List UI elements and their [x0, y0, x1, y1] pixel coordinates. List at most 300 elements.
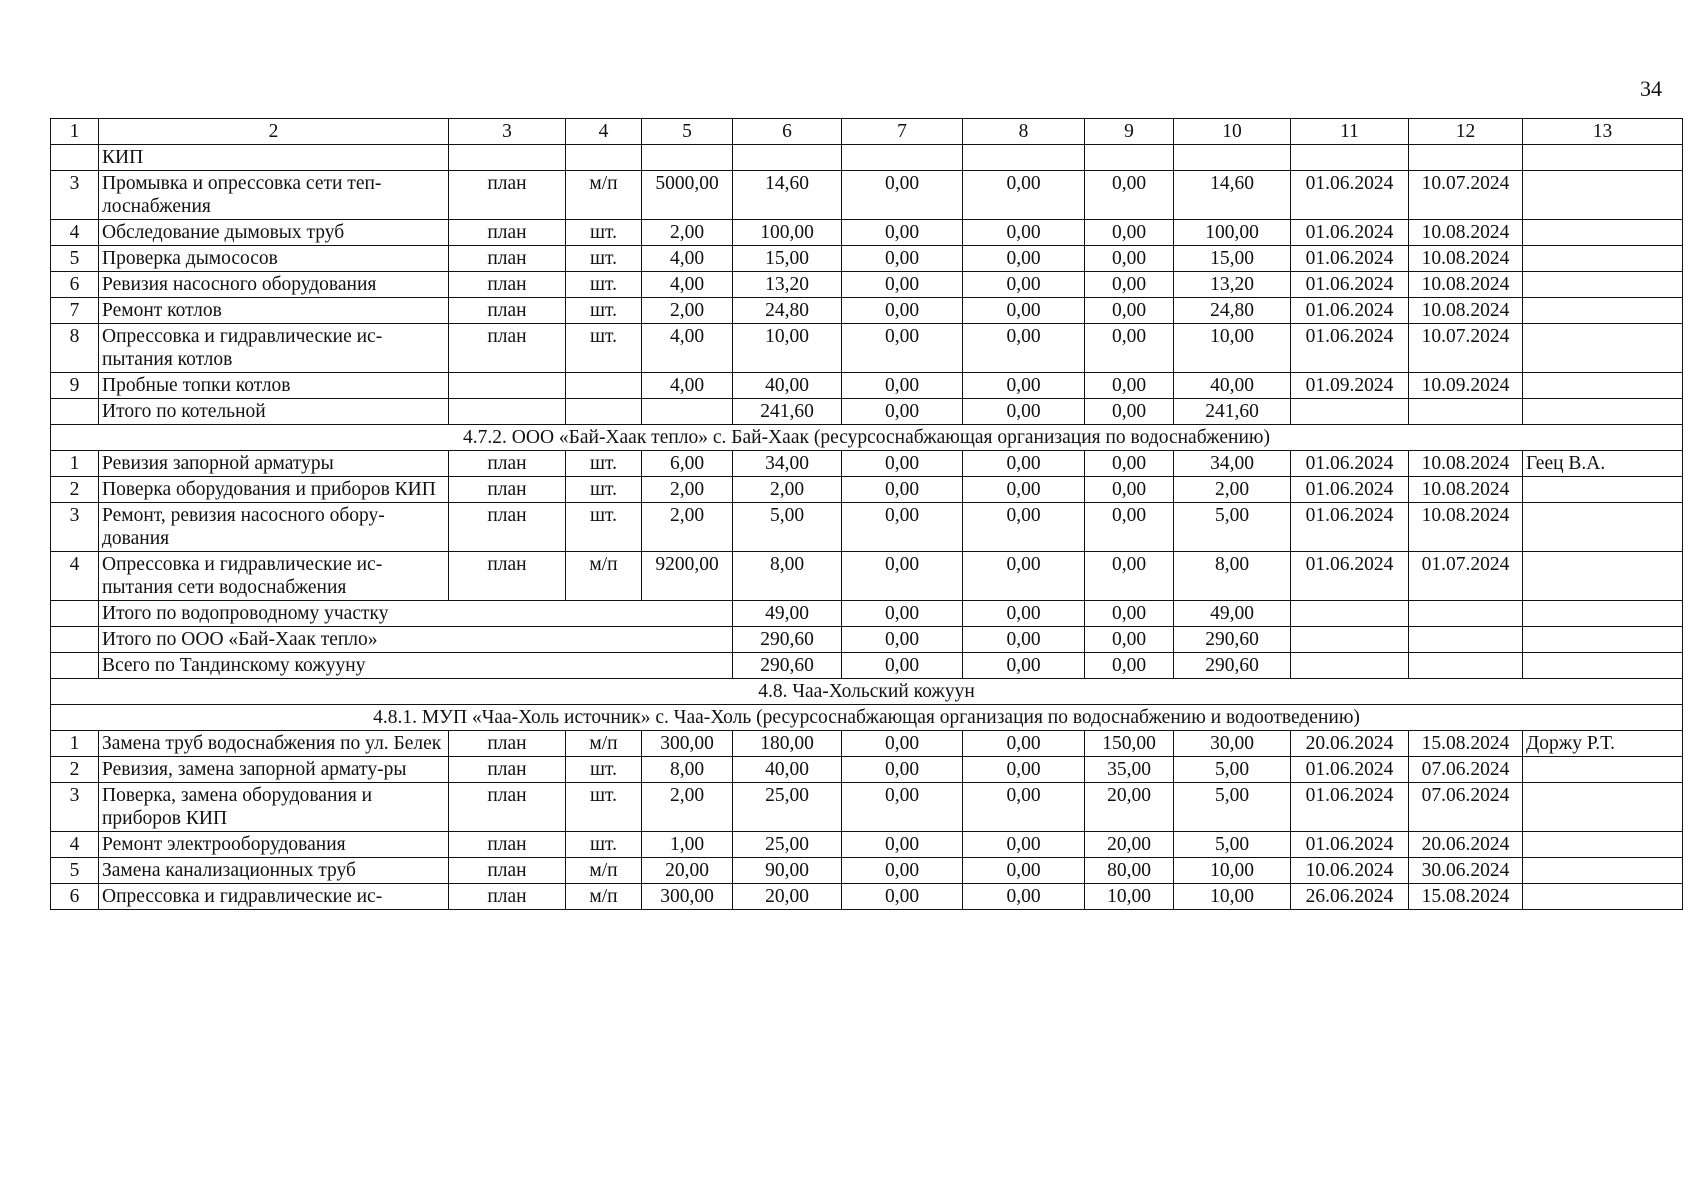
- cell-col7: 0,00: [842, 171, 963, 220]
- cell-col9: 0,00: [1085, 373, 1174, 399]
- cell-cost-total: 90,00: [733, 858, 842, 884]
- cell-end-date: 10.07.2024: [1409, 171, 1523, 220]
- cell-plan-type: план: [449, 884, 566, 910]
- cell-col9: 0,00: [1085, 298, 1174, 324]
- cell-responsible: [1523, 884, 1683, 910]
- cell-unit: м/п: [566, 552, 642, 601]
- cell-col10: 40,00: [1174, 373, 1291, 399]
- cell-num: 4: [51, 552, 99, 601]
- header-cell: 3: [449, 119, 566, 145]
- cell-cost-total: 40,00: [733, 757, 842, 783]
- table-row: [51, 552, 1683, 601]
- table-cell: [1291, 653, 1409, 679]
- cell-col7: 0,00: [842, 477, 963, 503]
- table-header-row: [51, 119, 1683, 145]
- cell-plan-type: план: [449, 757, 566, 783]
- cell-col8: 0,00: [963, 552, 1085, 601]
- cell-start-date: [1291, 399, 1409, 425]
- cell-col8: 0,00: [963, 832, 1085, 858]
- cell-end-date: [1409, 145, 1523, 171]
- table-row: [51, 477, 1683, 503]
- total-value: 290,60: [1174, 627, 1291, 653]
- cell-cost-total: 100,00: [733, 220, 842, 246]
- cell-responsible: [1523, 783, 1683, 832]
- table-row: [51, 503, 1683, 552]
- cell-responsible: [1523, 552, 1683, 601]
- cell-col8: 0,00: [963, 220, 1085, 246]
- cell-unit: шт.: [566, 757, 642, 783]
- total-row: [51, 601, 1683, 627]
- cell-responsible: Доржу Р.Т.: [1523, 731, 1683, 757]
- cell-plan-type: план: [449, 503, 566, 552]
- cell-col10: 10,00: [1174, 884, 1291, 910]
- total-value: 0,00: [963, 627, 1085, 653]
- cell-start-date: 01.06.2024: [1291, 220, 1409, 246]
- cell-num: 9: [51, 373, 99, 399]
- cell-unit: шт.: [566, 451, 642, 477]
- cell-cost-total: 2,00: [733, 477, 842, 503]
- cell-col8: 0,00: [963, 783, 1085, 832]
- cell-col7: 0,00: [842, 731, 963, 757]
- cell-col7: 0,00: [842, 552, 963, 601]
- cell-col10: 30,00: [1174, 731, 1291, 757]
- cell-work-name: Ревизия, замена запорной армату-ры: [99, 757, 449, 783]
- section-title: 4.8. Чаа-Хольский кожуун: [51, 679, 1683, 705]
- cell-num: 1: [51, 731, 99, 757]
- table-cell: [1291, 601, 1409, 627]
- cell-volume: 300,00: [642, 884, 733, 910]
- table-row: [51, 373, 1683, 399]
- cell-responsible: [1523, 324, 1683, 373]
- total-row: [51, 627, 1683, 653]
- cell-end-date: 07.06.2024: [1409, 757, 1523, 783]
- cell-start-date: 01.06.2024: [1291, 832, 1409, 858]
- cell-end-date: [1409, 399, 1523, 425]
- cell-col8: 0,00: [963, 246, 1085, 272]
- cell-end-date: 10.08.2024: [1409, 298, 1523, 324]
- cell-col7: 0,00: [842, 858, 963, 884]
- cell-start-date: 01.06.2024: [1291, 298, 1409, 324]
- cell-unit: м/п: [566, 171, 642, 220]
- cell-cost-total: [733, 145, 842, 171]
- cell-volume: 2,00: [642, 783, 733, 832]
- cell-plan-type: план: [449, 832, 566, 858]
- cell-col8: 0,00: [963, 451, 1085, 477]
- table-cell: [1291, 627, 1409, 653]
- cell-num: [51, 399, 99, 425]
- cell-col7: 0,00: [842, 373, 963, 399]
- table-row: [51, 884, 1683, 910]
- cell-work-name: Замена канализационных труб: [99, 858, 449, 884]
- cell-work-name: Поверка, замена оборудования и приборов КИП: [99, 783, 449, 832]
- cell-col9: 150,00: [1085, 731, 1174, 757]
- cell-unit: м/п: [566, 858, 642, 884]
- table-row: [51, 324, 1683, 373]
- cell-col9: 10,00: [1085, 884, 1174, 910]
- cell-start-date: 01.06.2024: [1291, 757, 1409, 783]
- cell-plan-type: план: [449, 783, 566, 832]
- table-cell: [51, 653, 99, 679]
- cell-unit: [566, 373, 642, 399]
- cell-unit: м/п: [566, 884, 642, 910]
- cell-end-date: 20.06.2024: [1409, 832, 1523, 858]
- cell-responsible: [1523, 220, 1683, 246]
- cell-responsible: [1523, 757, 1683, 783]
- cell-unit: шт.: [566, 246, 642, 272]
- table-row: [51, 731, 1683, 757]
- header-cell: 4: [566, 119, 642, 145]
- cell-plan-type: план: [449, 451, 566, 477]
- cell-unit: шт.: [566, 832, 642, 858]
- total-value: 290,60: [733, 627, 842, 653]
- cell-volume: 1,00: [642, 832, 733, 858]
- header-cell: 11: [1291, 119, 1409, 145]
- table-row: [51, 145, 1683, 171]
- cell-start-date: 01.06.2024: [1291, 272, 1409, 298]
- cell-plan-type: план: [449, 272, 566, 298]
- total-label: Всего по Тандинскому кожууну: [99, 653, 733, 679]
- cell-end-date: 10.08.2024: [1409, 477, 1523, 503]
- cell-col8: 0,00: [963, 171, 1085, 220]
- cell-col7: 0,00: [842, 220, 963, 246]
- cell-responsible: [1523, 858, 1683, 884]
- table-row: [51, 220, 1683, 246]
- cell-col9: 0,00: [1085, 399, 1174, 425]
- cell-cost-total: 5,00: [733, 503, 842, 552]
- total-label: Итого по водопроводному участку: [99, 601, 733, 627]
- table-row: [51, 783, 1683, 832]
- cell-work-name: Ревизия насосного оборудования: [99, 272, 449, 298]
- cell-col9: 20,00: [1085, 832, 1174, 858]
- total-value: 0,00: [963, 601, 1085, 627]
- cell-end-date: 10.08.2024: [1409, 451, 1523, 477]
- cell-volume: [642, 399, 733, 425]
- cell-col10: [1174, 145, 1291, 171]
- cell-num: 5: [51, 246, 99, 272]
- cell-col10: 5,00: [1174, 783, 1291, 832]
- cell-unit: м/п: [566, 731, 642, 757]
- cell-start-date: 10.06.2024: [1291, 858, 1409, 884]
- cell-start-date: 26.06.2024: [1291, 884, 1409, 910]
- cell-responsible: [1523, 832, 1683, 858]
- table-row: [51, 246, 1683, 272]
- cell-col10: 15,00: [1174, 246, 1291, 272]
- cell-num: 3: [51, 171, 99, 220]
- cell-col8: 0,00: [963, 324, 1085, 373]
- table-row: [51, 171, 1683, 220]
- cell-plan-type: план: [449, 171, 566, 220]
- cell-work-name: Замена труб водоснабжения по ул. Белек: [99, 731, 449, 757]
- cell-col8: 0,00: [963, 858, 1085, 884]
- cell-end-date: 07.06.2024: [1409, 783, 1523, 832]
- cell-unit: шт.: [566, 272, 642, 298]
- cell-plan-type: план: [449, 324, 566, 373]
- cell-cost-total: 10,00: [733, 324, 842, 373]
- total-value: 49,00: [1174, 601, 1291, 627]
- header-cell: 5: [642, 119, 733, 145]
- cell-col10: 10,00: [1174, 858, 1291, 884]
- cell-col10: 100,00: [1174, 220, 1291, 246]
- cell-num: 1: [51, 451, 99, 477]
- cell-cost-total: 34,00: [733, 451, 842, 477]
- cell-work-name: Ревизия запорной арматуры: [99, 451, 449, 477]
- cell-num: 4: [51, 832, 99, 858]
- cell-start-date: 01.06.2024: [1291, 552, 1409, 601]
- cell-responsible: [1523, 145, 1683, 171]
- cell-end-date: 15.08.2024: [1409, 884, 1523, 910]
- cell-start-date: 01.06.2024: [1291, 324, 1409, 373]
- total-value: 0,00: [1085, 653, 1174, 679]
- cell-volume: 4,00: [642, 246, 733, 272]
- cell-work-name: Опрессовка и гидравлические ис-пытания котлов: [99, 324, 449, 373]
- cell-num: [51, 145, 99, 171]
- table-cell: [1409, 653, 1523, 679]
- cell-end-date: 15.08.2024: [1409, 731, 1523, 757]
- cell-col7: 0,00: [842, 451, 963, 477]
- header-cell: 12: [1409, 119, 1523, 145]
- cell-num: 2: [51, 477, 99, 503]
- cell-volume: 8,00: [642, 757, 733, 783]
- cell-responsible: Геец В.А.: [1523, 451, 1683, 477]
- table-cell: [1409, 627, 1523, 653]
- header-cell: 13: [1523, 119, 1683, 145]
- cell-col8: 0,00: [963, 399, 1085, 425]
- total-value: 0,00: [1085, 627, 1174, 653]
- cell-work-name: Обследование дымовых труб: [99, 220, 449, 246]
- section-title: 4.8.1. МУП «Чаа-Холь источник» с. Чаа-Холь (ресурсоснабжающая организация по водоснабжению и водоотведению): [51, 705, 1683, 731]
- cell-unit: шт.: [566, 477, 642, 503]
- cell-col9: 0,00: [1085, 552, 1174, 601]
- cell-cost-total: 40,00: [733, 373, 842, 399]
- cell-start-date: 01.06.2024: [1291, 451, 1409, 477]
- total-value: 0,00: [842, 653, 963, 679]
- cell-volume: 6,00: [642, 451, 733, 477]
- cell-col9: 0,00: [1085, 503, 1174, 552]
- cell-volume: 4,00: [642, 272, 733, 298]
- section-row: [51, 679, 1683, 705]
- cell-end-date: 01.07.2024: [1409, 552, 1523, 601]
- cell-volume: 5000,00: [642, 171, 733, 220]
- cell-col10: 24,80: [1174, 298, 1291, 324]
- cell-plan-type: [449, 373, 566, 399]
- cell-cost-total: 25,00: [733, 832, 842, 858]
- cell-num: 3: [51, 783, 99, 832]
- cell-col10: 5,00: [1174, 832, 1291, 858]
- cell-end-date: 30.06.2024: [1409, 858, 1523, 884]
- cell-volume: 4,00: [642, 324, 733, 373]
- cell-cost-total: 15,00: [733, 246, 842, 272]
- cell-col7: 0,00: [842, 884, 963, 910]
- cell-responsible: [1523, 298, 1683, 324]
- table-cell: [1523, 627, 1683, 653]
- cell-end-date: 10.08.2024: [1409, 220, 1523, 246]
- cell-responsible: [1523, 503, 1683, 552]
- cell-start-date: 01.06.2024: [1291, 246, 1409, 272]
- table-body: [51, 119, 1683, 910]
- cell-col7: 0,00: [842, 246, 963, 272]
- cell-unit: [566, 399, 642, 425]
- cell-start-date: [1291, 145, 1409, 171]
- cell-responsible: [1523, 373, 1683, 399]
- cell-volume: 2,00: [642, 477, 733, 503]
- table-row: [51, 451, 1683, 477]
- table-cell: [1523, 601, 1683, 627]
- cell-num: 2: [51, 757, 99, 783]
- cell-volume: 4,00: [642, 373, 733, 399]
- cell-unit: шт.: [566, 220, 642, 246]
- cell-cost-total: 20,00: [733, 884, 842, 910]
- cell-volume: 2,00: [642, 503, 733, 552]
- cell-col7: 0,00: [842, 503, 963, 552]
- cell-col10: 14,60: [1174, 171, 1291, 220]
- cell-plan-type: [449, 399, 566, 425]
- cell-responsible: [1523, 399, 1683, 425]
- cell-col10: 241,60: [1174, 399, 1291, 425]
- table-row: [51, 832, 1683, 858]
- section-row: [51, 705, 1683, 731]
- cell-plan-type: план: [449, 298, 566, 324]
- cell-work-name: Проверка дымососов: [99, 246, 449, 272]
- total-value: 0,00: [842, 601, 963, 627]
- total-value: 0,00: [842, 627, 963, 653]
- cell-col9: 0,00: [1085, 272, 1174, 298]
- total-value: 0,00: [1085, 601, 1174, 627]
- cell-cost-total: 25,00: [733, 783, 842, 832]
- cell-volume: [642, 145, 733, 171]
- header-cell: 2: [99, 119, 449, 145]
- cell-volume: 2,00: [642, 220, 733, 246]
- cell-unit: шт.: [566, 503, 642, 552]
- cell-plan-type: план: [449, 731, 566, 757]
- cell-volume: 9200,00: [642, 552, 733, 601]
- cell-cost-total: 14,60: [733, 171, 842, 220]
- table-cell: [51, 627, 99, 653]
- cell-col8: 0,00: [963, 298, 1085, 324]
- cell-col10: 5,00: [1174, 503, 1291, 552]
- total-row: [51, 653, 1683, 679]
- cell-plan-type: план: [449, 552, 566, 601]
- cell-start-date: 01.06.2024: [1291, 477, 1409, 503]
- cell-col9: 80,00: [1085, 858, 1174, 884]
- cell-col7: 0,00: [842, 272, 963, 298]
- cell-col9: 0,00: [1085, 451, 1174, 477]
- cell-work-name: Промывка и опрессовка сети теп-лоснабжения: [99, 171, 449, 220]
- table-row: [51, 399, 1683, 425]
- cell-plan-type: план: [449, 220, 566, 246]
- page-number: 34: [1640, 76, 1662, 101]
- table-cell: [1523, 653, 1683, 679]
- total-value: 290,60: [1174, 653, 1291, 679]
- section-row: [51, 425, 1683, 451]
- cell-start-date: 01.06.2024: [1291, 783, 1409, 832]
- cell-unit: [566, 145, 642, 171]
- cell-num: 3: [51, 503, 99, 552]
- cell-work-name: Опрессовка и гидравлические ис-: [99, 884, 449, 910]
- cell-col8: 0,00: [963, 503, 1085, 552]
- cell-unit: шт.: [566, 324, 642, 373]
- cell-start-date: 01.06.2024: [1291, 503, 1409, 552]
- cell-plan-type: план: [449, 246, 566, 272]
- cell-col7: 0,00: [842, 298, 963, 324]
- cell-col7: 0,00: [842, 324, 963, 373]
- cell-unit: шт.: [566, 298, 642, 324]
- table-cell: [1409, 601, 1523, 627]
- cell-responsible: [1523, 171, 1683, 220]
- cell-cost-total: 13,20: [733, 272, 842, 298]
- cell-end-date: 10.07.2024: [1409, 324, 1523, 373]
- cell-col10: 10,00: [1174, 324, 1291, 373]
- cell-plan-type: план: [449, 858, 566, 884]
- cell-work-name: Опрессовка и гидравлические ис-пытания сети водоснабжения: [99, 552, 449, 601]
- total-value: 0,00: [963, 653, 1085, 679]
- cell-start-date: 01.09.2024: [1291, 373, 1409, 399]
- cell-col7: [842, 145, 963, 171]
- cell-col7: 0,00: [842, 757, 963, 783]
- cell-col8: 0,00: [963, 884, 1085, 910]
- cell-volume: 2,00: [642, 298, 733, 324]
- cell-work-name: Ремонт котлов: [99, 298, 449, 324]
- cell-plan-type: план: [449, 477, 566, 503]
- cell-work-name: КИП: [99, 145, 449, 171]
- cell-num: 4: [51, 220, 99, 246]
- cell-col10: 2,00: [1174, 477, 1291, 503]
- header-cell: 7: [842, 119, 963, 145]
- cell-end-date: 10.09.2024: [1409, 373, 1523, 399]
- table-row: [51, 272, 1683, 298]
- cell-col10: 5,00: [1174, 757, 1291, 783]
- header-cell: 8: [963, 119, 1085, 145]
- cell-end-date: 10.08.2024: [1409, 246, 1523, 272]
- cell-plan-type: [449, 145, 566, 171]
- cell-cost-total: 24,80: [733, 298, 842, 324]
- header-cell: 6: [733, 119, 842, 145]
- cell-col8: 0,00: [963, 272, 1085, 298]
- cell-col8: 0,00: [963, 477, 1085, 503]
- cell-col9: 0,00: [1085, 324, 1174, 373]
- total-label: Итого по ООО «Бай-Хаак тепло»: [99, 627, 733, 653]
- cell-col8: 0,00: [963, 731, 1085, 757]
- cell-cost-total: 8,00: [733, 552, 842, 601]
- cell-col10: 8,00: [1174, 552, 1291, 601]
- cell-work-name: Ремонт электрооборудования: [99, 832, 449, 858]
- cell-unit: шт.: [566, 783, 642, 832]
- cell-num: 8: [51, 324, 99, 373]
- header-cell: 9: [1085, 119, 1174, 145]
- cell-col7: 0,00: [842, 783, 963, 832]
- cell-work-name: Пробные топки котлов: [99, 373, 449, 399]
- cell-col8: 0,00: [963, 757, 1085, 783]
- cell-start-date: 20.06.2024: [1291, 731, 1409, 757]
- cell-col7: 0,00: [842, 832, 963, 858]
- cell-responsible: [1523, 477, 1683, 503]
- cell-col9: 0,00: [1085, 246, 1174, 272]
- cell-col9: 35,00: [1085, 757, 1174, 783]
- cell-start-date: 01.06.2024: [1291, 171, 1409, 220]
- total-value: 290,60: [733, 653, 842, 679]
- table-row: [51, 858, 1683, 884]
- cell-col10: 13,20: [1174, 272, 1291, 298]
- cell-num: 7: [51, 298, 99, 324]
- header-cell: 10: [1174, 119, 1291, 145]
- section-title: 4.7.2. ООО «Бай-Хаак тепло» с. Бай-Хаак (ресурсоснабжающая организация по водоснабжению): [51, 425, 1683, 451]
- cell-responsible: [1523, 272, 1683, 298]
- cell-num: 5: [51, 858, 99, 884]
- cell-col8: 0,00: [963, 373, 1085, 399]
- cell-num: 6: [51, 272, 99, 298]
- cell-work-name: Ремонт, ревизия насосного обору-дования: [99, 503, 449, 552]
- cell-col9: 0,00: [1085, 477, 1174, 503]
- cell-col7: 0,00: [842, 399, 963, 425]
